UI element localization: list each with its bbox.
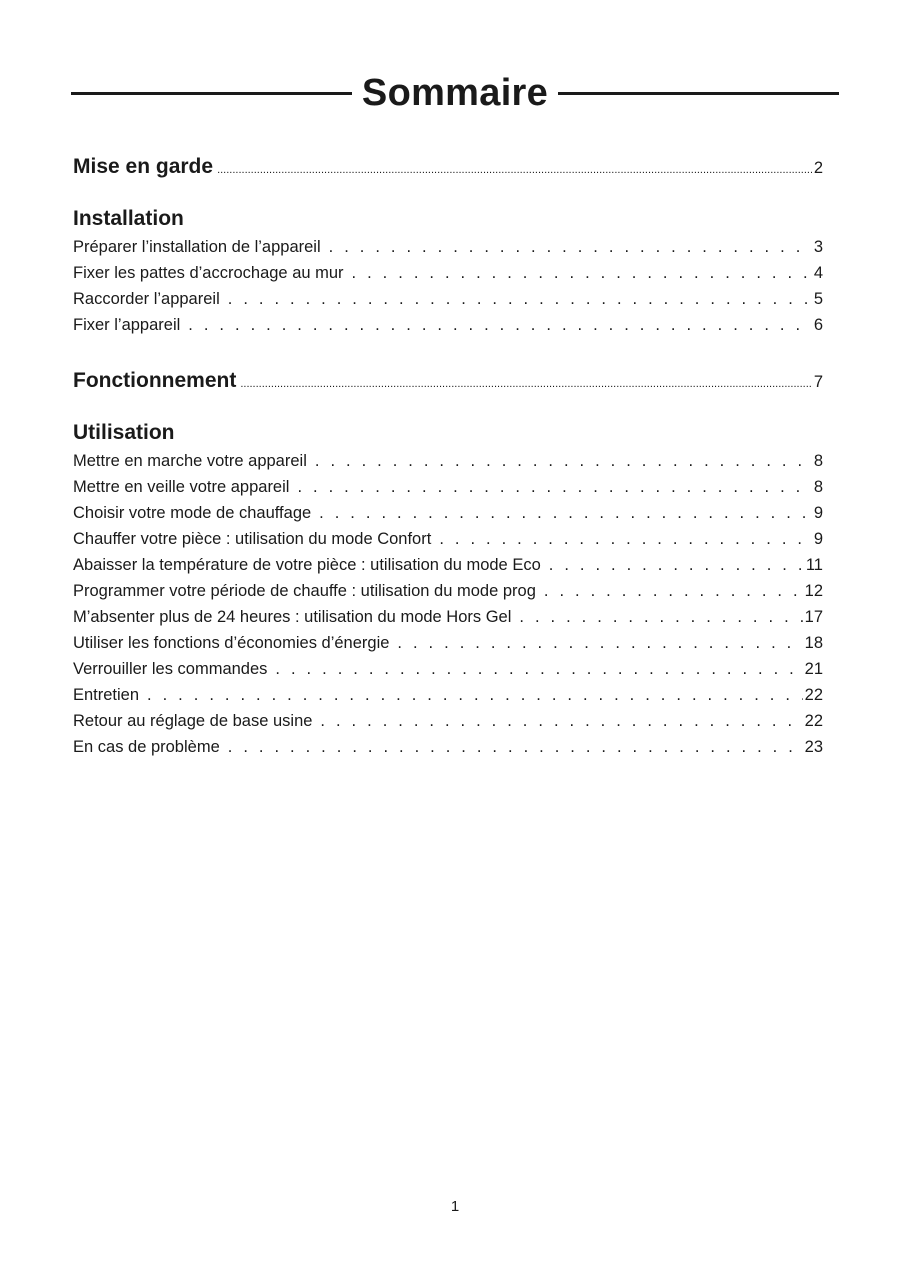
toc-entry-page: 11 — [805, 556, 823, 574]
toc-entry-label: Mettre en marche votre appareil — [73, 452, 307, 470]
toc-entry-label: Raccorder l’appareil — [73, 290, 220, 308]
toc-entry-label: En cas de problème — [73, 738, 220, 756]
dot-leader — [228, 734, 803, 760]
toc-entry[interactable] — [73, 578, 823, 604]
page-number: 1 — [450, 1198, 460, 1215]
toc-entry[interactable] — [73, 474, 823, 500]
dot-leader — [519, 604, 802, 630]
dot-leader — [544, 578, 803, 604]
dot-leader — [147, 682, 803, 708]
title-row — [71, 68, 839, 118]
toc-entry-label: Verrouiller les commandes — [73, 660, 268, 678]
table-of-contents — [73, 150, 823, 760]
toc-entry-page: 2 — [813, 159, 823, 177]
toc-entry[interactable] — [73, 500, 823, 526]
dot-leader — [329, 234, 812, 260]
dot-leader — [352, 260, 812, 286]
page-title: Sommaire — [361, 72, 549, 114]
toc-entry-page: 18 — [804, 634, 823, 652]
dot-leader — [240, 367, 811, 401]
dot-leader — [188, 312, 812, 338]
toc-entry[interactable] — [73, 526, 823, 552]
toc-entry-label: Choisir votre mode de chauffage — [73, 504, 312, 522]
toc-entry-label: Mettre en veille votre appareil — [73, 478, 290, 496]
toc-entry-page: 17 — [804, 608, 823, 626]
dot-leader — [397, 630, 802, 656]
toc-entry-page: 5 — [813, 290, 823, 308]
dot-leader — [217, 153, 812, 187]
toc-entry[interactable] — [73, 708, 823, 734]
toc-entry[interactable] — [73, 552, 823, 578]
section-heading-installation: Installation — [73, 207, 184, 230]
toc-entry-page: 9 — [813, 504, 823, 522]
toc-entry-label: Fixer les pattes d’accrochage au mur — [73, 264, 344, 282]
dot-leader — [319, 500, 812, 526]
toc-entry[interactable] — [73, 734, 823, 760]
toc-entry-label: Fixer l’appareil — [73, 316, 181, 334]
toc-entry-label: Préparer l’installation de l’appareil — [73, 238, 321, 256]
title-rule-left — [71, 92, 352, 95]
toc-entry-label: M’absenter plus de 24 heures : utilisation du mode Hors Gel — [73, 608, 512, 626]
toc-entry[interactable] — [73, 682, 823, 708]
toc-entry-page: 22 — [804, 686, 823, 704]
toc-entry-page: 8 — [813, 452, 823, 470]
toc-entry[interactable] — [73, 630, 823, 656]
toc-entry-label: Utiliser les fonctions d’économies d’énergie — [73, 634, 390, 652]
dot-leader — [275, 656, 802, 682]
dot-leader — [320, 708, 802, 734]
toc-entry-page: 3 — [813, 238, 823, 256]
toc-entry-page: 23 — [804, 738, 823, 756]
dot-leader — [228, 286, 812, 312]
toc-entry-page: 6 — [813, 316, 823, 334]
toc-entry-page: 12 — [804, 582, 823, 600]
toc-entry[interactable] — [73, 234, 823, 260]
toc-entry-label: Abaisser la température de votre pièce : utilisation du mode Eco — [73, 556, 541, 574]
dot-leader — [439, 526, 812, 552]
toc-entry[interactable] — [73, 604, 823, 630]
toc-entry[interactable] — [73, 312, 823, 338]
toc-entry-page: 21 — [804, 660, 823, 678]
dot-leader — [549, 552, 804, 578]
toc-entry-label: Retour au réglage de base usine — [73, 712, 313, 730]
toc-entry-fonctionnement[interactable] — [73, 364, 823, 398]
toc-entry-mise-en-garde[interactable] — [73, 150, 823, 184]
section-heading-utilisation: Utilisation — [73, 421, 175, 444]
toc-entry-page: 9 — [813, 530, 823, 548]
toc-entry-page: 4 — [813, 264, 823, 282]
toc-entry[interactable] — [73, 286, 823, 312]
toc-entry-label: Fonctionnement — [73, 369, 237, 392]
title-rule-right — [558, 92, 839, 95]
toc-entry[interactable] — [73, 260, 823, 286]
toc-entry-page: 7 — [813, 373, 823, 391]
toc-entry-page: 8 — [813, 478, 823, 496]
toc-entry[interactable] — [73, 448, 823, 474]
toc-entry-label: Entretien — [73, 686, 140, 704]
toc-entry-page: 22 — [804, 712, 823, 730]
dot-leader — [315, 448, 812, 474]
toc-entry-label: Programmer votre période de chauffe : utilisation du mode prog — [73, 582, 536, 600]
dot-leader — [297, 474, 811, 500]
toc-entry-label: Mise en garde — [73, 155, 214, 178]
toc-entry[interactable] — [73, 656, 823, 682]
toc-entry-label: Chauffer votre pièce : utilisation du mode Confort — [73, 530, 432, 548]
